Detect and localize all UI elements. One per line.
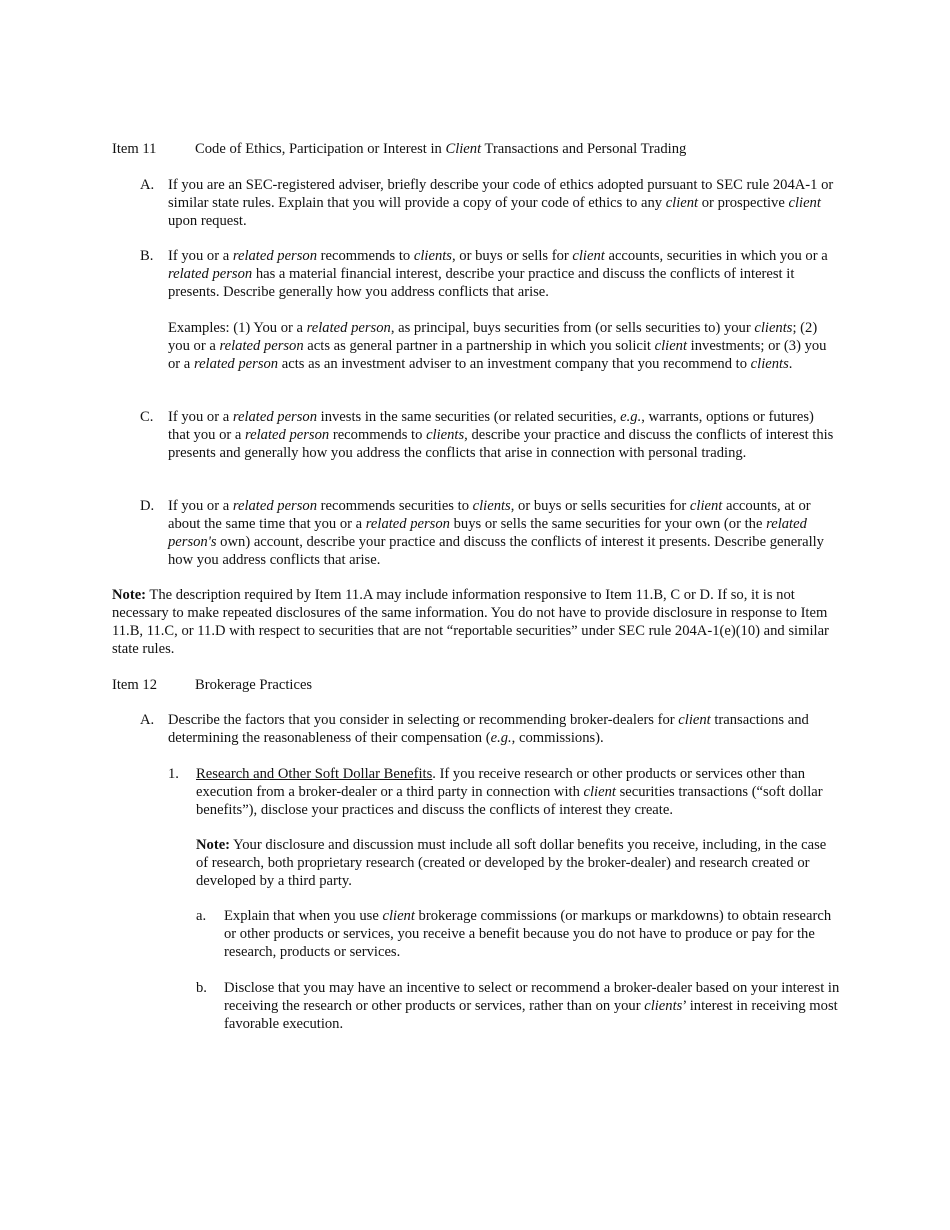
soft-dollar-heading: Research and Other Soft Dollar Benefits: [196, 766, 433, 782]
item-12-sub-b-text: Disclose that you may have an incentive to select or recommend a broker-dealer based on your interest in receiving the research or other products or services, rather than on your clients’ interest in receiving most favorable execution.: [224, 980, 840, 1032]
item-11-title: Code of Ethics, Participation or Interest in Client Transactions and Personal Trading: [195, 141, 687, 157]
item-12-a-text: Describe the factors that you consider in selecting or recommending broker-dealers for client transactions and determining the reasonableness of their compensation (e.g., commissions).: [168, 712, 809, 746]
item-12-number: Item 12: [112, 677, 157, 693]
item-12-sub-a-text: Explain that when you use client brokerage commissions (or markups or markdowns) to obtain research or other products or services, you receive a benefit because you do not have to produce or pay for the research, products or services.: [224, 908, 832, 960]
item-11-d-text: If you or a related person recommends securities to clients, or buys or sells securities for client accounts, at or about the same time that you or a related person buys or sells the same securities for your own (or the related person's own) account, describe your practice and discuss the conflicts of interest it presents. Describe generally how you address conflicts that arise.: [168, 498, 824, 568]
item-12-sub-a-label: a.: [196, 908, 207, 924]
item-11-c-label: C.: [140, 409, 154, 425]
item-12-a-1-label: 1.: [168, 766, 179, 782]
item-11-b-text: If you or a related person recommends to clients, or buys or sells for client accounts, securities in which you or a related person has a material financial interest, describe your practice and discuss the conflicts of interest it presents. Describe generally how you address conflicts that arise.: [168, 248, 828, 300]
item-11-b-label: B.: [140, 248, 154, 264]
item-11-d-label: D.: [140, 498, 155, 514]
item-11-heading: [112, 140, 686, 158]
item-11-c-text: If you or a related person invests in the same securities (or related securities, e.g., warrants, options or futures) that you or a related person recommends to clients, describe your practice and discuss the conflicts of interest this presents and generally how you address the conflicts that arise in connection with personal trading.: [168, 409, 834, 461]
item-12-heading: [112, 676, 312, 694]
item-11-a-label: A.: [140, 177, 155, 193]
item-12-title: Brokerage Practices: [195, 677, 313, 693]
item-12-note: Note: Your disclosure and discussion must include all soft dollar benefits you receive, including, in the case of research, both proprietary research (created or developed by the broker-dealer) and research created or developed by a third party.: [196, 837, 827, 889]
item-12-a-label: A.: [140, 712, 155, 728]
item-11-number: Item 11: [112, 141, 157, 157]
item-11-note: Note: The description required by Item 11.A may include information responsive to Item 11.B, C or D. If so, it is not necessary to make repeated disclosures of the same information. You do not have to provide disclosure in response to Item 11.B, 11.C, or 11.D with respect to securities that are not “reportable securities” under SEC rule 204A-1(e)(10) and similar state rules.: [112, 587, 829, 657]
item-12-note-label: Note:: [196, 837, 231, 853]
item-12-sub-b-label: b.: [196, 980, 207, 996]
item-11-a-text: If you are an SEC-registered adviser, briefly describe your code of ethics adopted pursuant to SEC rule 204A-1 or similar state rules. Explain that you will provide a copy of your code of ethics to any client or prospective client upon request.: [168, 177, 834, 229]
item-11-b-examples: Examples: (1) You or a related person, as principal, buys securities from (or sells securities to) your clients; (2) you or a related person acts as general partner in a partnership in which you solicit client investments; or (3) you or a related person acts as an investment adviser to an investment company that you recommend to clients.: [168, 320, 827, 372]
item-11-note-label: Note:: [112, 587, 147, 603]
item-12-a-1-text: Research and Other Soft Dollar Benefits. If you receive research or other products or services other than execution from a broker-dealer or a third party in connection with client securities transactions (“soft dollar benefits”), disclose your practices and discuss the conflicts of interest they create.: [196, 766, 823, 818]
